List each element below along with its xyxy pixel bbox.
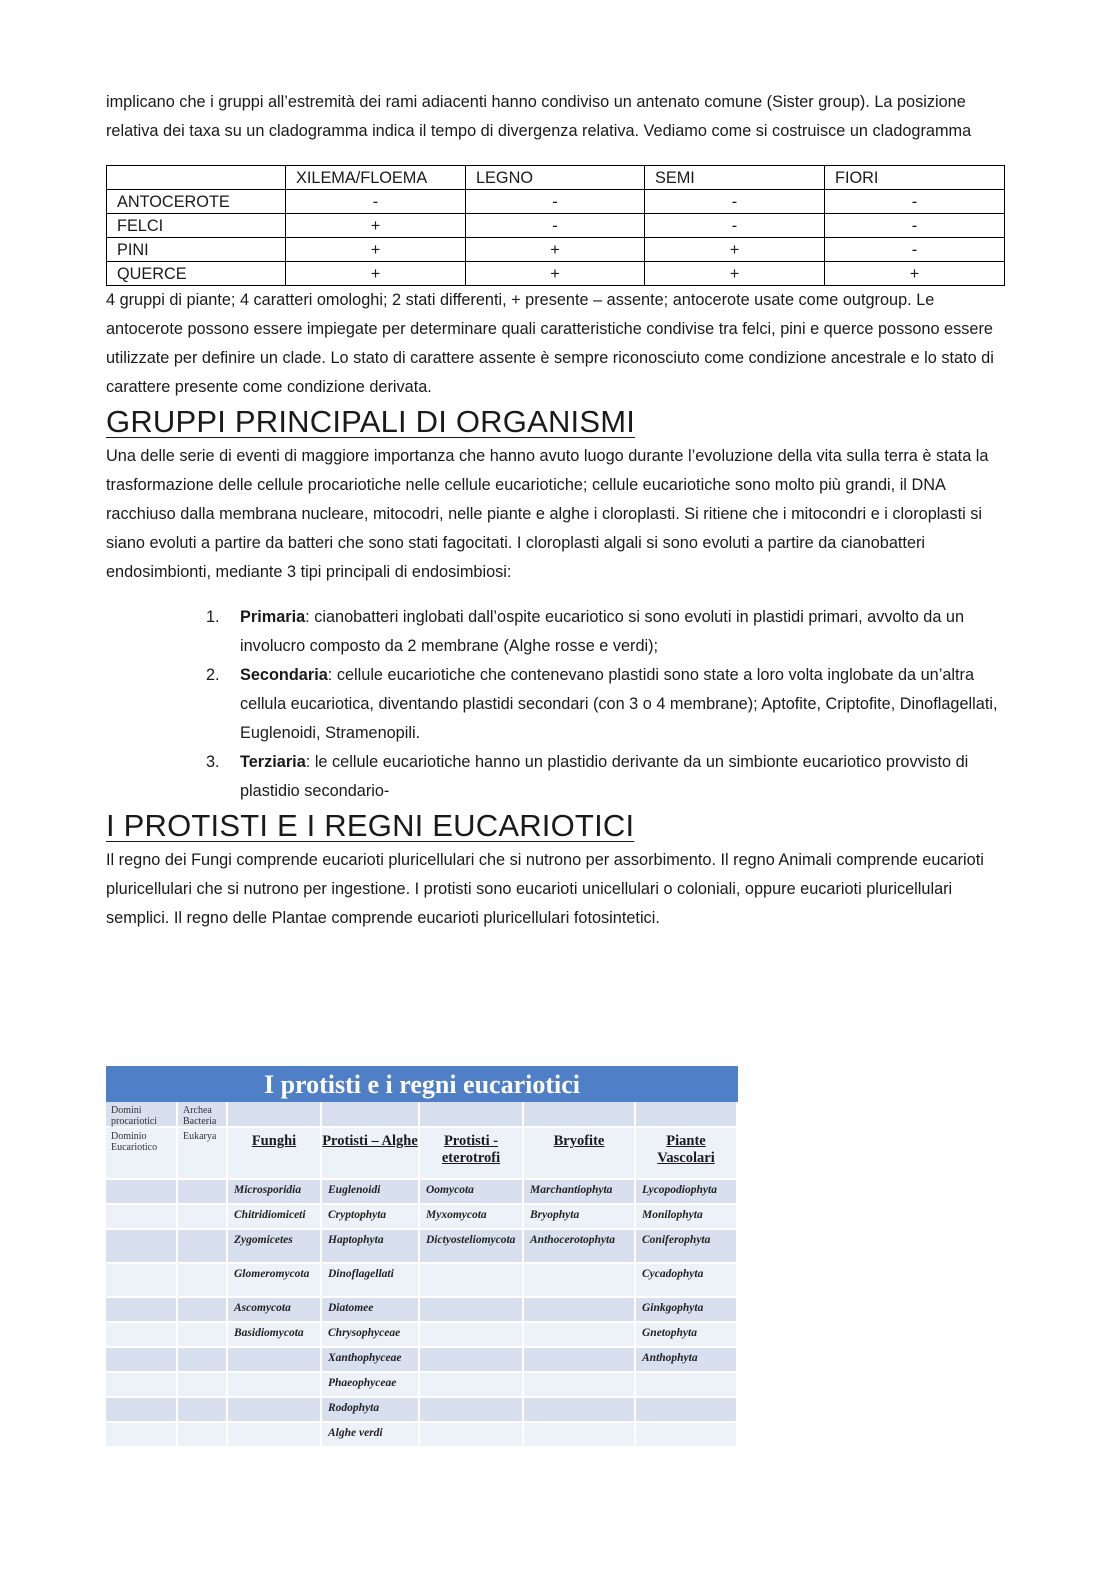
taxon-cell: Xanthophyceae [322, 1348, 420, 1373]
taxon-cell [524, 1298, 636, 1323]
taxon-cell [636, 1373, 738, 1398]
taxon-cell [524, 1323, 636, 1348]
taxon-cell: Diatomee [322, 1298, 420, 1323]
taxon-cell [636, 1423, 738, 1448]
taxon-cell: Chitridiomiceti [228, 1205, 322, 1230]
document-page [106, 88, 1004, 933]
empty-cell [178, 1298, 228, 1323]
taxon-cell: Ginkgophyta [636, 1298, 738, 1323]
empty-cell [106, 1323, 178, 1348]
section-paragraph-gruppi: Una delle serie di eventi di maggiore importanza che hanno avuto luogo durante l’evoluzione della vita sulla terra è stata la trasformazione delle cellule procariotiche nelle cellule eucariotiche; cellule eucariotiche sono molto più grandi, il DNA racchiuso dalla membrana nucleare, mitocodri, nelle piante e alghe i cloroplasti. Si ritiene che i mitocondri e i cloroplasti si siano evoluti a partire da batteri che sono stati fagocitati. I cloroplasti algali si sono evoluti a partire da cianobatteri endosimbionti, mediante 3 tipi principali di endosimbiosi: [106, 447, 989, 581]
taxon-cell: Chrysophyceae [322, 1323, 420, 1348]
table-row [107, 214, 1005, 238]
empty-cell [178, 1348, 228, 1373]
taxon-cell [420, 1323, 524, 1348]
table-cell: PINI [107, 238, 286, 262]
table-header-cell: LEGNO [466, 166, 645, 190]
taxon-cell: Glomeromycota [228, 1264, 322, 1298]
taxon-cell: Myxomycota [420, 1205, 524, 1230]
table-cell: - [825, 214, 1005, 238]
taxon-cell: Oomycota [420, 1180, 524, 1205]
empty-cell [178, 1323, 228, 1348]
taxon-cell: Rodophyta [322, 1398, 420, 1423]
taxon-cell: Cryptophyta [322, 1205, 420, 1230]
taxon-cell [420, 1423, 524, 1448]
taxon-cell: Dinoflagellati [322, 1264, 420, 1298]
taxon-cell: Zygomicetes [228, 1230, 322, 1264]
list-number: 3. [206, 753, 220, 771]
table-cell: + [286, 238, 466, 262]
table-row [107, 190, 1005, 214]
list-term: Primaria [240, 608, 306, 626]
section-paragraph-protisti: Il regno dei Fungi comprende eucarioti pluricellulari che si nutrono per assorbimento. Il regno Animali comprende eucarioti pluricellulari che si nutrono per ingestione. I protisti sono eucarioti unicellulari o coloniali, oppure eucarioti pluricellulari semplici. Il regno delle Plantae comprende eucarioti pluricellulari fotosintetici. [106, 851, 984, 927]
table-cell: - [466, 190, 645, 214]
empty-cell [524, 1102, 636, 1128]
empty-cell [178, 1398, 228, 1423]
cladogram-paragraph: 4 gruppi di piante; 4 caratteri omologhi; 2 stati differenti, + presente – assente; antocerote usate come outgroup. Le antocerote possono essere impiegate per determinare quali caratteristiche condivise tra felci, pini e querce possono essere utilizzate per definire un clade. Lo stato di carattere assente è sempre riconosciuto come condizione ancestrale e lo stato di carattere presente come condizione derivata. [106, 291, 994, 396]
empty-cell [636, 1102, 738, 1128]
header-protisti-eterotrofi: Protisti - eterotrofi [420, 1128, 524, 1180]
table-row [107, 262, 1005, 286]
taxon-cell [228, 1423, 322, 1448]
taxon-cell [228, 1398, 322, 1423]
figure-title: I protisti e i regni eucariotici [106, 1066, 738, 1102]
table-cell: FELCI [107, 214, 286, 238]
table-cell: + [466, 262, 645, 286]
table-header-cell: XILEMA/FLOEMA [286, 166, 466, 190]
list-item [106, 603, 1004, 661]
endosymbiosis-list [106, 603, 1004, 806]
empty-cell [228, 1102, 322, 1128]
taxon-cell [228, 1373, 322, 1398]
taxon-cell: Anthocerotophyta [524, 1230, 636, 1264]
taxon-cell [524, 1423, 636, 1448]
section-title-protisti: I PROTISTI E I REGNI EUCARIOTICI [106, 808, 635, 843]
domini-procariotici-label: Domini procariotici [106, 1102, 178, 1128]
empty-cell [178, 1205, 228, 1230]
taxon-cell: Lycopodiophyta [636, 1180, 738, 1205]
list-text: : cianobatteri inglobati dall’ospite eucariotico si sono evoluti in plastidi primari, avvolto da un involucro composto da 2 membrane (Alghe rosse e verdi); [240, 608, 965, 655]
table-cell: + [286, 214, 466, 238]
empty-cell [178, 1180, 228, 1205]
list-number: 2. [206, 666, 220, 684]
cladogram-table [106, 165, 1005, 286]
taxon-cell [524, 1373, 636, 1398]
taxon-cell: Coniferophyta [636, 1230, 738, 1264]
table-cell: + [645, 238, 825, 262]
taxon-cell: Dictyosteliomycota [420, 1230, 524, 1264]
taxon-cell: Monilophyta [636, 1205, 738, 1230]
table-cell: + [286, 262, 466, 286]
empty-cell [106, 1180, 178, 1205]
table-header-row [107, 166, 1005, 190]
empty-cell [106, 1373, 178, 1398]
table-cell: + [825, 262, 1005, 286]
taxon-cell: Euglenoidi [322, 1180, 420, 1205]
empty-cell [106, 1205, 178, 1230]
list-text: : cellule eucariotiche che contenevano plastidi sono state a loro volta inglobate da un’altra cellula eucariotica, diventando plastidi secondari (con 3 o 4 membrane); Aptofite, Criptofite, Dinoflagellati, Euglenoidi, Stramenopili. [240, 666, 998, 742]
empty-cell [106, 1423, 178, 1448]
section-title-gruppi: GRUPPI PRINCIPALI DI ORGANISMI [106, 404, 636, 439]
table-cell: - [825, 190, 1005, 214]
table-header-cell: SEMI [645, 166, 825, 190]
protisti-figure-table [106, 1066, 738, 1450]
table-cell: - [825, 238, 1005, 262]
taxon-cell: Microsporidia [228, 1180, 322, 1205]
taxon-cell: Marchantiophyta [524, 1180, 636, 1205]
taxon-cell: Cycadophyta [636, 1264, 738, 1298]
taxon-cell: Basidiomycota [228, 1323, 322, 1348]
empty-cell [106, 1298, 178, 1323]
empty-cell [106, 1348, 178, 1373]
empty-cell [106, 1264, 178, 1298]
taxon-cell: Ascomycota [228, 1298, 322, 1323]
empty-cell [420, 1102, 524, 1128]
dominio-eucariotico-label: Dominio Eucariotico [106, 1128, 178, 1180]
archea-bacteria-label: Archea Bacteria [178, 1102, 228, 1128]
taxon-cell [524, 1348, 636, 1373]
table-cell: - [645, 190, 825, 214]
table-cell: QUERCE [107, 262, 286, 286]
list-number: 1. [206, 608, 220, 626]
taxon-cell: Gnetophyta [636, 1323, 738, 1348]
table-cell: - [645, 214, 825, 238]
empty-cell [178, 1230, 228, 1264]
header-funghi: Funghi [228, 1128, 322, 1180]
empty-cell [106, 1230, 178, 1264]
list-term: Secondaria [240, 666, 328, 684]
header-protisti-alghe: Protisti – Alghe [322, 1128, 420, 1180]
taxon-cell [420, 1348, 524, 1373]
eukarya-label: Eukarya [178, 1128, 228, 1180]
table-cell: - [466, 214, 645, 238]
taxon-cell [420, 1373, 524, 1398]
taxon-cell [420, 1298, 524, 1323]
taxon-cell [228, 1348, 322, 1373]
list-text: : le cellule eucariotiche hanno un plastidio derivante da un simbionte eucariotico provvisto di plastidio secondario- [240, 753, 969, 800]
table-cell: - [286, 190, 466, 214]
taxon-cell [524, 1264, 636, 1298]
taxon-cell [636, 1398, 738, 1423]
taxon-cell [420, 1264, 524, 1298]
header-bryofite: Bryofite [524, 1128, 636, 1180]
taxon-cell: Alghe verdi [322, 1423, 420, 1448]
figure-grid [106, 1102, 738, 1448]
empty-cell [106, 1398, 178, 1423]
taxon-cell: Haptophyta [322, 1230, 420, 1264]
taxon-cell: Phaeophyceae [322, 1373, 420, 1398]
empty-cell [178, 1423, 228, 1448]
table-row [107, 238, 1005, 262]
taxon-cell: Anthophyta [636, 1348, 738, 1373]
table-header-cell: FIORI [825, 166, 1005, 190]
header-piante-vascolari: Piante Vascolari [636, 1128, 738, 1180]
empty-cell [322, 1102, 420, 1128]
empty-cell [178, 1373, 228, 1398]
table-cell: + [645, 262, 825, 286]
table-header-cell [107, 166, 286, 190]
taxon-cell [420, 1398, 524, 1423]
table-cell: + [466, 238, 645, 262]
list-term: Terziaria [240, 753, 306, 771]
list-item [106, 748, 1004, 806]
empty-cell [178, 1264, 228, 1298]
intro-paragraph: implicano che i gruppi all’estremità dei rami adiacenti hanno condiviso un antenato comune (Sister group). La posizione relativa dei taxa su un cladogramma indica il tempo di divergenza relativa. Vediamo come si costruisce un cladogramma [106, 93, 972, 140]
table-cell: ANTOCEROTE [107, 190, 286, 214]
taxon-cell [524, 1398, 636, 1423]
taxon-cell: Bryophyta [524, 1205, 636, 1230]
list-item [106, 661, 1004, 748]
